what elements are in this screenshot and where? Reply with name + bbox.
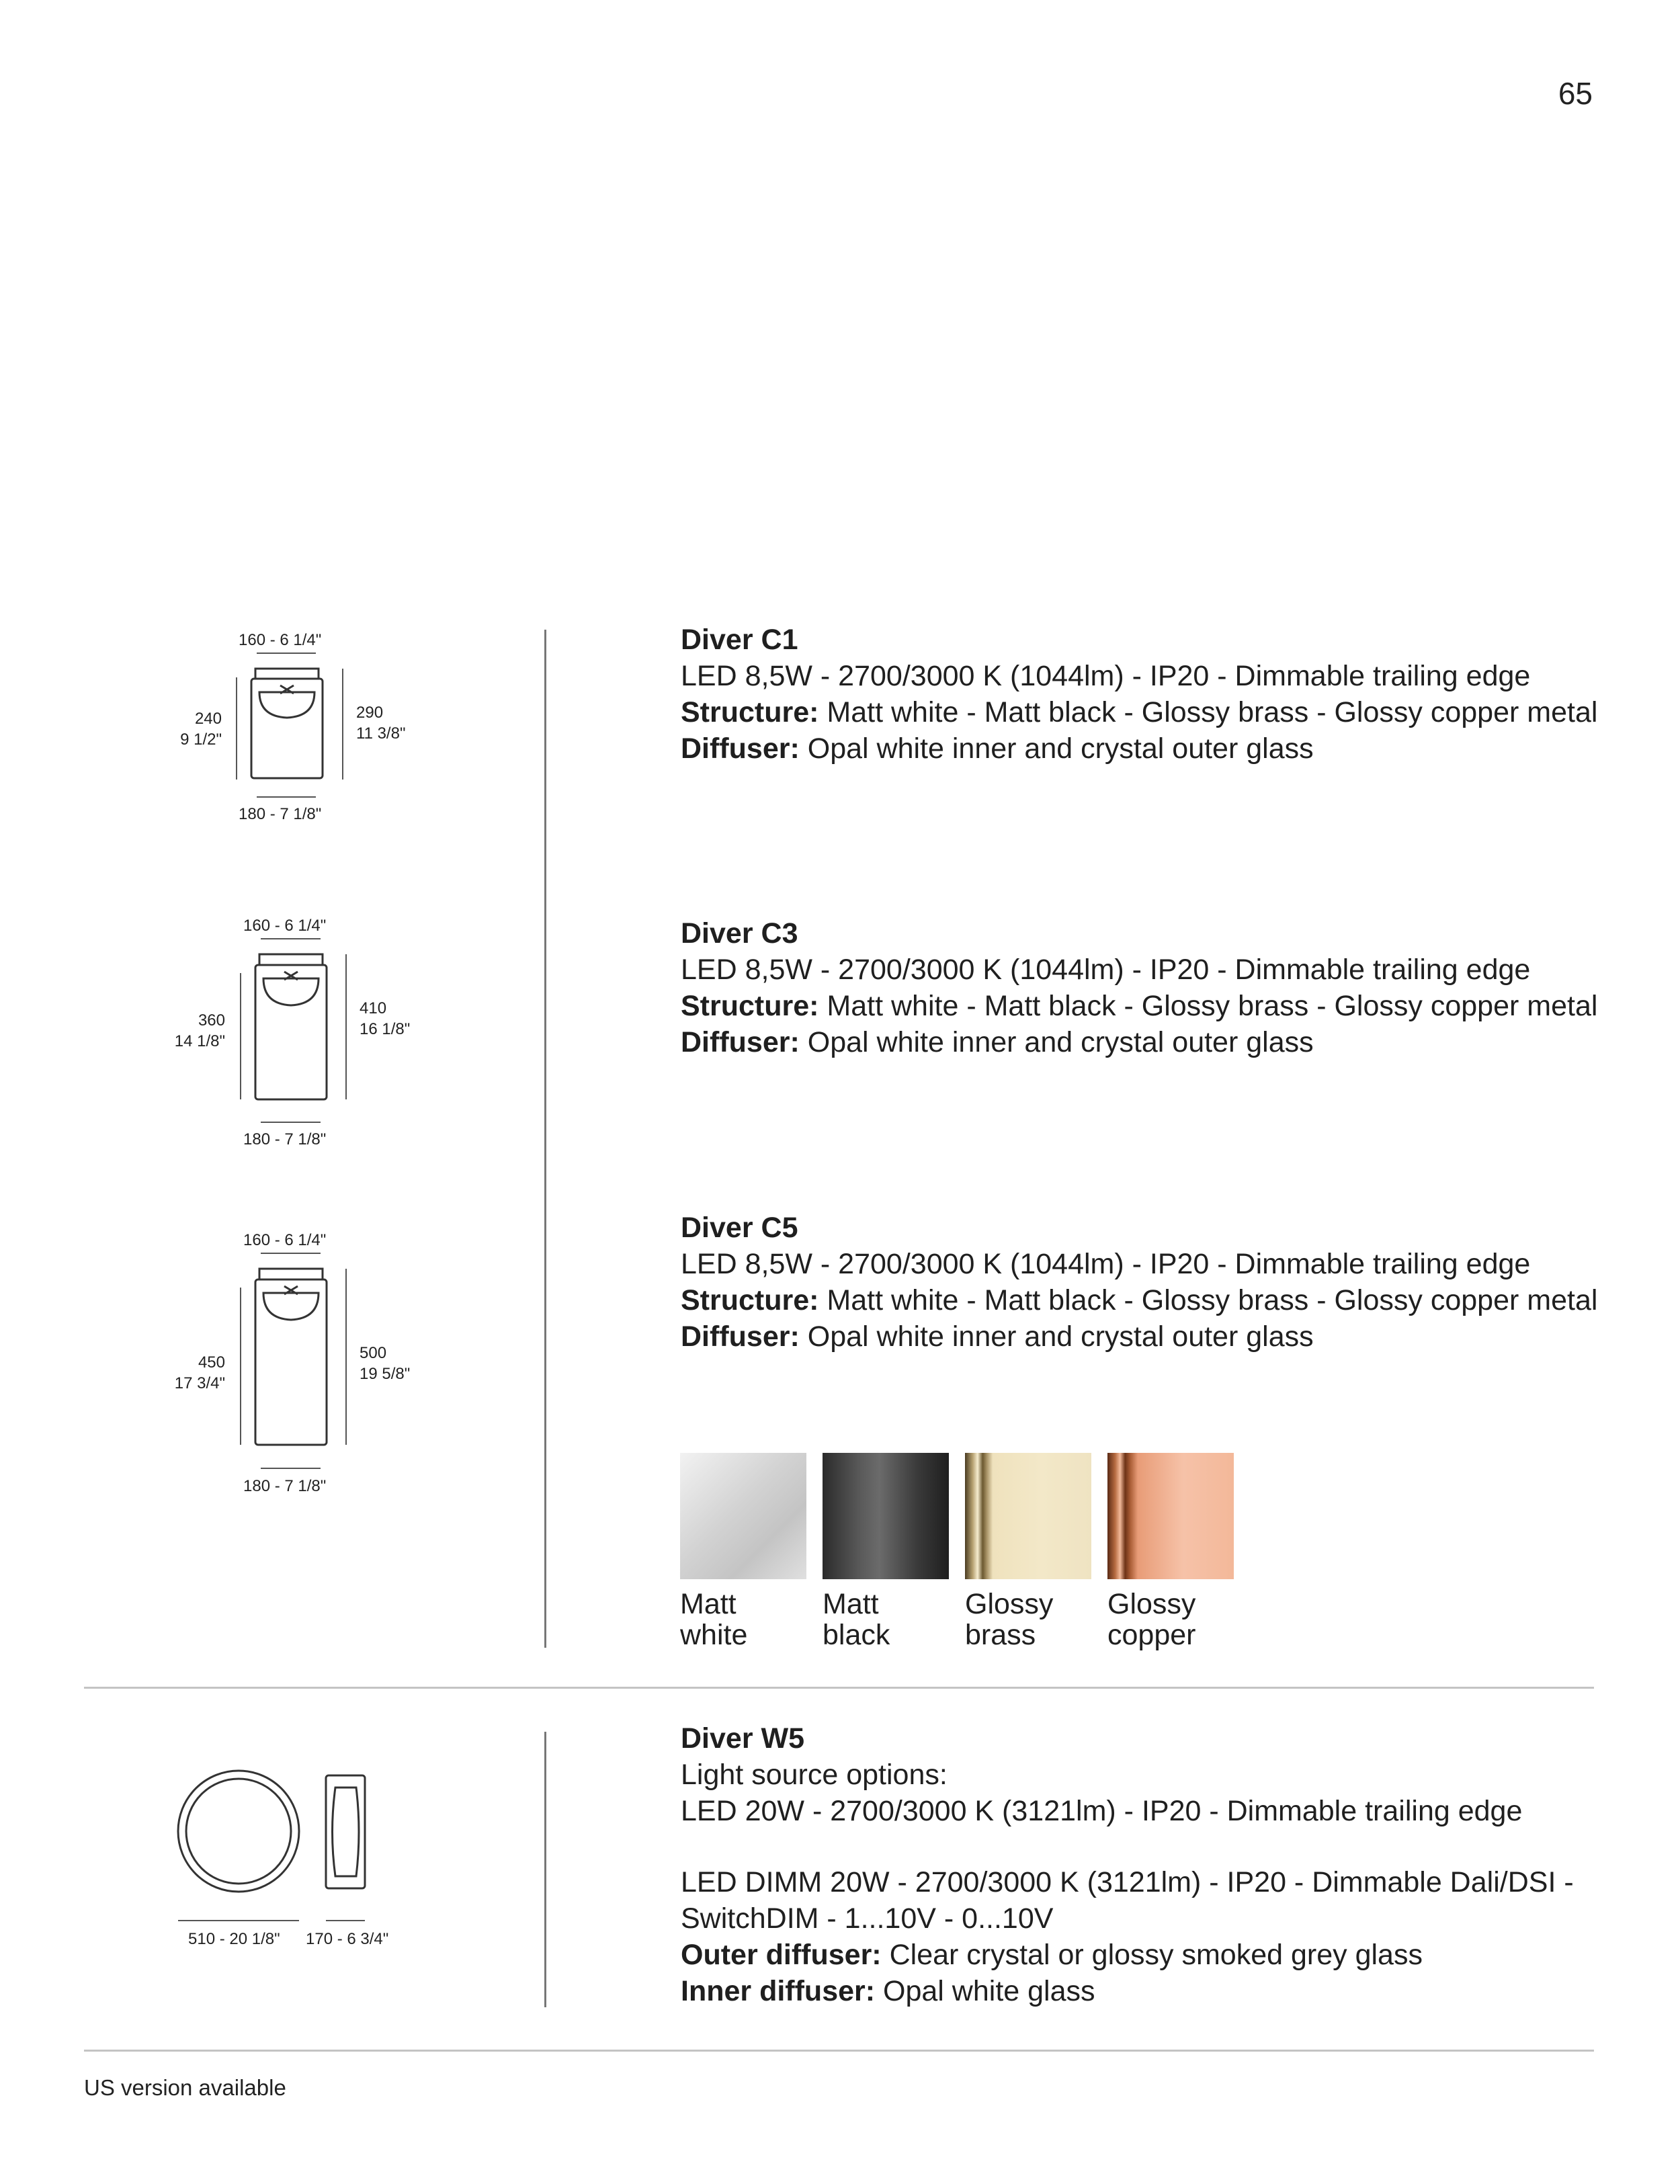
- c5-dim-right-mm: 500: [360, 1344, 387, 1362]
- swatch-label-line1: Glossy: [965, 1588, 1054, 1620]
- footer-note: US version available: [84, 2075, 286, 2100]
- structure-label: Structure:: [681, 696, 819, 728]
- inner-diffuser-spec: [681, 1973, 1574, 2009]
- product-title: Diver W5: [681, 1722, 805, 1755]
- structure-value: Matt white - Matt black - Glossy brass - Glossy copper metal: [818, 696, 1598, 728]
- c5-dim-left-in: 17 3/4": [174, 1374, 225, 1392]
- swatch-label-line1: Matt: [680, 1588, 737, 1620]
- structure-label: Structure:: [681, 1284, 819, 1316]
- w5-dim-depth: 170 - 6 3/4": [306, 1930, 389, 1948]
- inner-diffuser-label: Inner diffuser:: [681, 1975, 876, 2007]
- led-spec: LED 8,5W - 2700/3000 K (1044lm) - IP20 - Dimmable trailing edge: [681, 954, 1531, 986]
- outer-diffuser-spec: [681, 1937, 1574, 1973]
- diffuser-value: Opal white inner and crystal outer glass: [799, 732, 1314, 765]
- c1-dim-right-in: 11 3/8": [356, 724, 406, 743]
- spec-diver-w5: [681, 1720, 1574, 2009]
- c1-dim-right-mm: 290: [356, 704, 384, 722]
- c1-dim-left-in: 9 1/2": [180, 730, 222, 749]
- product-title: Diver C3: [681, 917, 798, 950]
- page-number: 65: [1558, 76, 1593, 111]
- outer-diffuser-value: Clear crystal or glossy smoked grey glass: [881, 1939, 1423, 1971]
- c3-dim-bottom: 180 - 7 1/8": [243, 1130, 327, 1148]
- swatch-label-line1: Glossy: [1107, 1588, 1196, 1620]
- diffuser-label: Diffuser:: [681, 1320, 800, 1353]
- diffuser-label: Diffuser:: [681, 1026, 800, 1058]
- c5-dim-bottom: 180 - 7 1/8": [243, 1477, 327, 1495]
- w5-dim-diameter: 510 - 20 1/8": [188, 1930, 280, 1948]
- c3-dim-right-in: 16 1/8": [360, 1020, 411, 1038]
- structure-value: Matt white - Matt black - Glossy brass - Glossy copper metal: [818, 990, 1598, 1022]
- c1-dim-left-mm: 240: [194, 710, 222, 728]
- c3-dim-left-in: 14 1/8": [174, 1032, 225, 1050]
- swatch-label-line2: white: [680, 1619, 748, 1651]
- inner-diffuser-value: Opal white glass: [875, 1975, 1095, 2007]
- structure-label: Structure:: [681, 990, 819, 1022]
- c3-dim-left-mm: 360: [198, 1011, 225, 1030]
- swatch-label-line2: brass: [965, 1619, 1036, 1651]
- swatch-label-line2: copper: [1107, 1619, 1196, 1651]
- structure-value: Matt white - Matt black - Glossy brass - Glossy copper metal: [818, 1284, 1598, 1316]
- led-spec: LED 8,5W - 2700/3000 K (1044lm) - IP20 - Dimmable trailing edge: [681, 660, 1531, 692]
- c5-dim-left-mm: 450: [198, 1353, 225, 1372]
- swatch-label-line2: black: [823, 1619, 890, 1651]
- c1-dim-bottom: 180 - 7 1/8": [239, 805, 322, 823]
- product-title: Diver C1: [681, 624, 798, 656]
- light-source-options-label: Light source options:: [681, 1759, 948, 1791]
- c5-dim-right-in: 19 5/8": [360, 1365, 411, 1383]
- product-title: Diver C5: [681, 1212, 798, 1244]
- diffuser-value: Opal white inner and crystal outer glass: [799, 1026, 1314, 1058]
- outer-diffuser-label: Outer diffuser:: [681, 1939, 882, 1971]
- c5-dim-top: 160 - 6 1/4": [243, 1231, 327, 1249]
- c1-dim-top: 160 - 6 1/4": [239, 631, 322, 649]
- spacer: [681, 1829, 1574, 1864]
- led-spec: LED 8,5W - 2700/3000 K (1044lm) - IP20 - Dimmable trailing edge: [681, 1248, 1531, 1280]
- led-option-1: LED 20W - 2700/3000 K (3121lm) - IP20 - Dimmable trailing edge: [681, 1795, 1523, 1827]
- diffuser-value: Opal white inner and crystal outer glass: [799, 1320, 1314, 1353]
- c3-dim-right-mm: 410: [360, 999, 387, 1017]
- led-option-2-line2: SwitchDIM - 1...10V - 0...10V: [681, 1902, 1054, 1935]
- swatch-label-line1: Matt: [823, 1588, 879, 1620]
- led-option-2-line1: LED DIMM 20W - 2700/3000 K (3121lm) - IP20 - Dimmable Dali/DSI -: [681, 1866, 1574, 1898]
- c3-dim-top: 160 - 6 1/4": [243, 917, 327, 935]
- diffuser-label: Diffuser:: [681, 732, 800, 765]
